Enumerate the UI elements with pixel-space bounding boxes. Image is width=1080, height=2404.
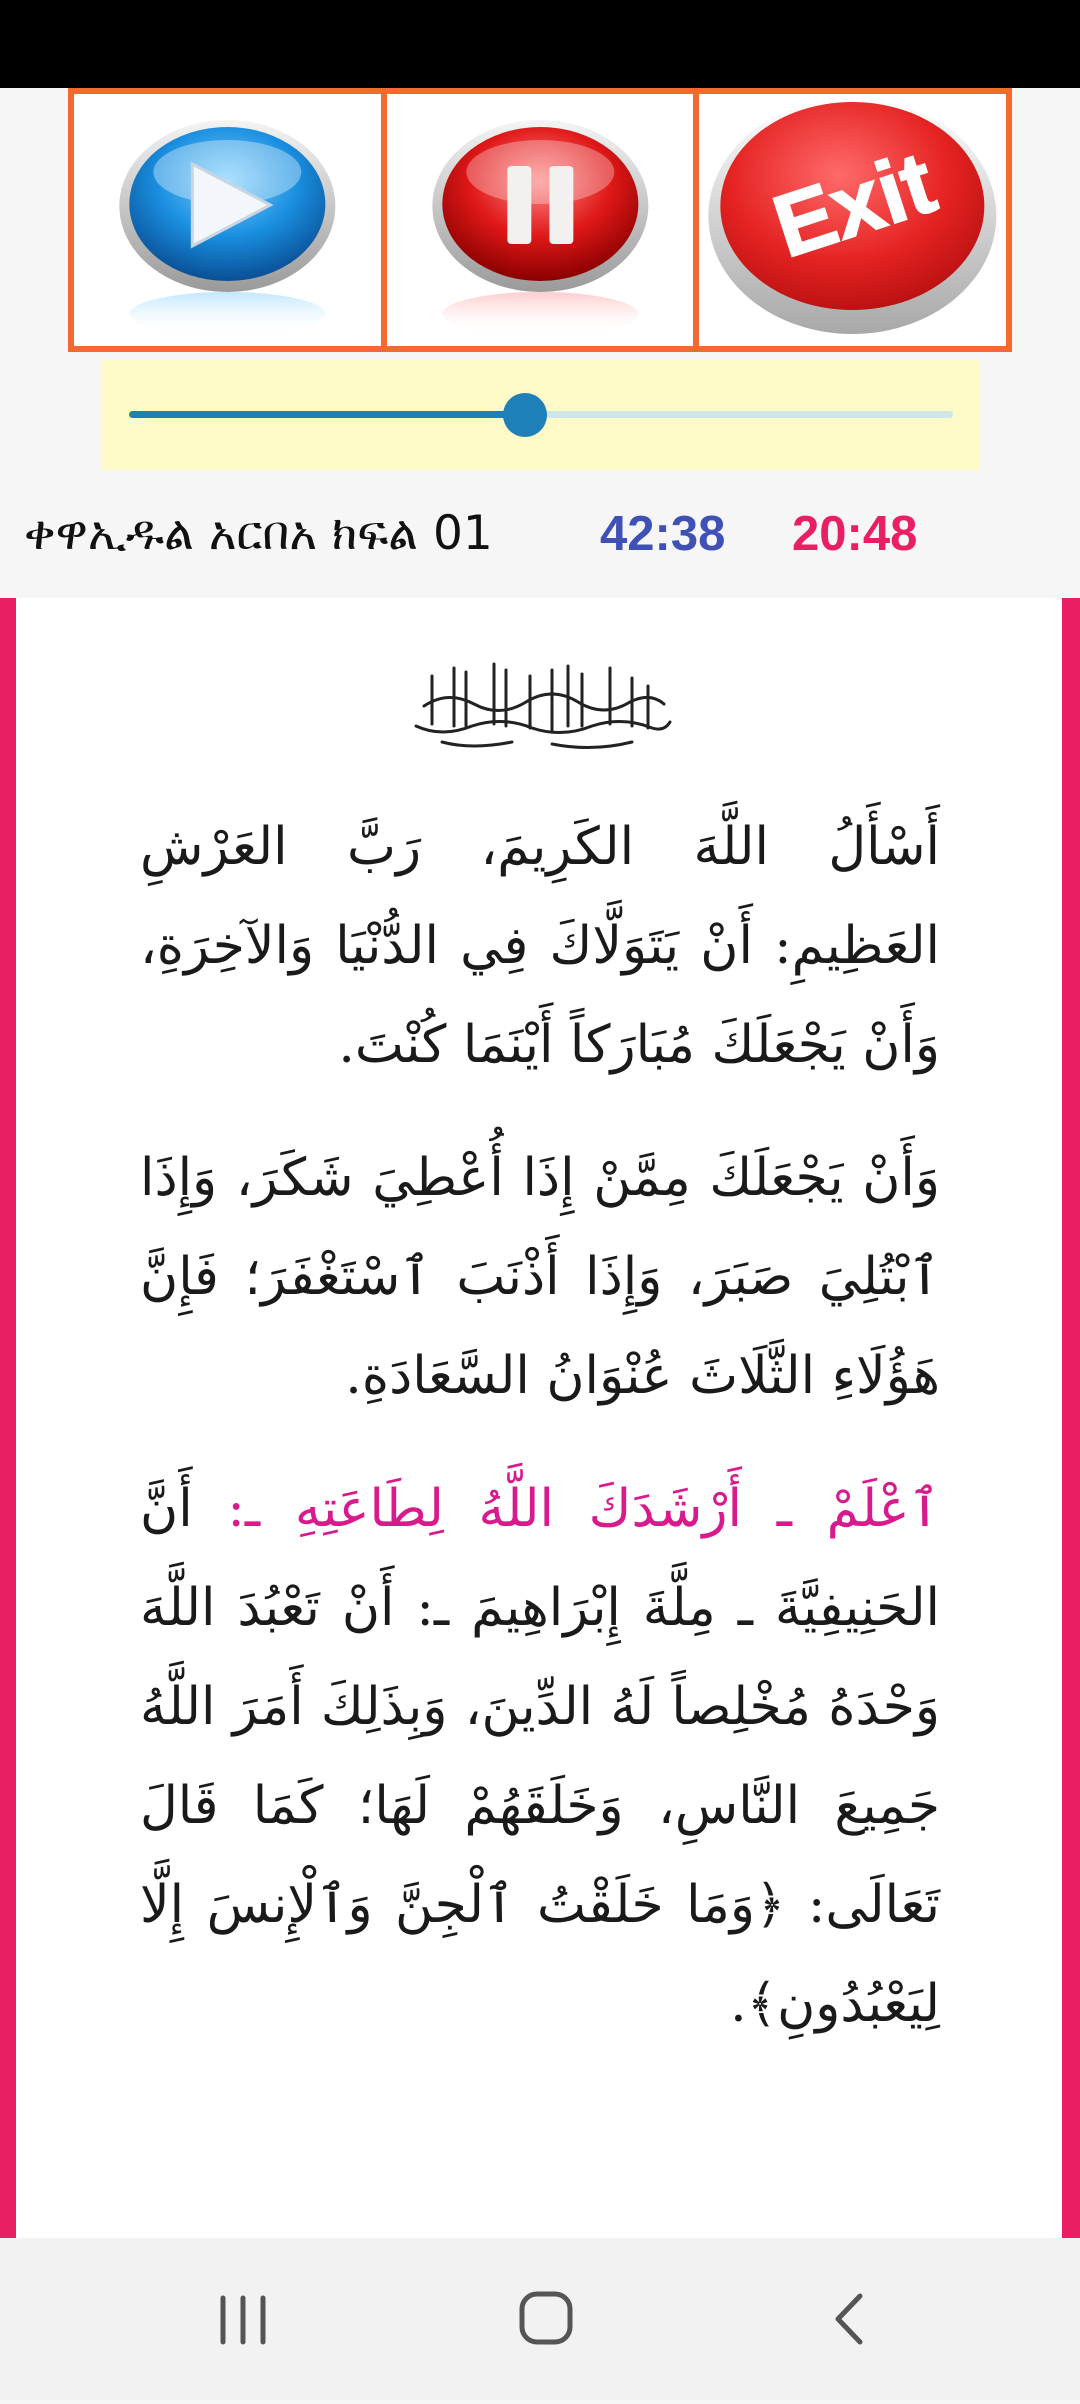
system-nav-bar xyxy=(0,2238,1080,2400)
page-edge-left xyxy=(0,598,16,2238)
status-bar xyxy=(0,0,1080,88)
seek-panel xyxy=(101,360,979,470)
highlighted-phrase: ٱعْلَمْ ـ أَرْشَدَكَ اللَّهُ لِطَاعَتِهِ ـ: xyxy=(227,1479,940,1539)
track-title: ቀዋኢዱል አርበአ ክፍል 01 xyxy=(24,506,493,561)
seek-bar[interactable] xyxy=(129,411,953,418)
play-button[interactable] xyxy=(74,94,381,346)
text-reader[interactable] xyxy=(0,598,1080,2238)
paragraph-1: أَسْأَلُ اللَّهَ الكَرِيمَ، رَبَّ العَرْشِ العَظِيمِ: أَنْ يَتَوَلَّاكَ فِي الدُّنْيَا وَالآخِرَةِ، وَأَنْ يَجْعَلَكَ مُبَارَكاً أَيْنَمَا كُنْتَ. xyxy=(140,817,940,1075)
exit-icon xyxy=(699,94,1006,346)
home-button[interactable] xyxy=(466,2238,626,2400)
total-duration: 42:38 xyxy=(600,507,726,561)
current-position: 20:48 xyxy=(792,507,918,561)
exit-button[interactable] xyxy=(699,94,1006,346)
back-icon xyxy=(768,2238,928,2400)
page-edge-right xyxy=(1062,598,1080,2238)
back-button[interactable] xyxy=(768,2238,928,2400)
track-info xyxy=(0,478,1080,596)
paragraph-2: وَأَنْ يَجْعَلَكَ مِمَّنْ إِذَا أُعْطِيَ شَكَرَ، وَإِذَا ٱبْتُلِيَ صَبَرَ، وَإِذَا أَذْنَبَ ٱسْتَغْفَرَ؛ فَإِنَّ هَؤُلَاءِ الثَّلَاثَ عُنْوَانُ السَّعَادَةِ. xyxy=(140,1148,940,1406)
basmala-calligraphy xyxy=(402,646,682,756)
player-controls xyxy=(68,88,1012,352)
seek-bar-progress xyxy=(129,411,525,418)
recents-icon xyxy=(163,2238,323,2400)
paragraph-3 xyxy=(140,1460,940,2054)
pause-icon xyxy=(387,94,694,346)
exit-label: Exit xyxy=(762,132,947,277)
paragraph-3-text: أَنَّ الحَنِيفِيَّةَ ـ مِلَّةَ إِبْرَاهِيمَ ـ: أَنْ تَعْبُدَ اللَّهَ وَحْدَهُ مُخْلِصاً لَهُ الدِّينَ، وَبِذَلِكَ أَمَرَ اللَّهُ جَمِيعَ النَّاسِ، وَخَلَقَهُمْ لَهَا؛ كَمَا قَالَ تَعَالَى: ﴿وَمَا خَلَقْتُ ٱلْجِنَّ وَٱلْإِنسَ إِلَّا لِيَعْبُدُونِ﴾. xyxy=(140,1479,940,2034)
arabic-passage xyxy=(140,798,940,2088)
seek-bar-thumb[interactable] xyxy=(503,393,547,437)
pause-button[interactable] xyxy=(387,94,694,346)
play-icon xyxy=(74,94,381,346)
home-icon xyxy=(466,2238,626,2400)
recents-button[interactable] xyxy=(163,2238,323,2400)
